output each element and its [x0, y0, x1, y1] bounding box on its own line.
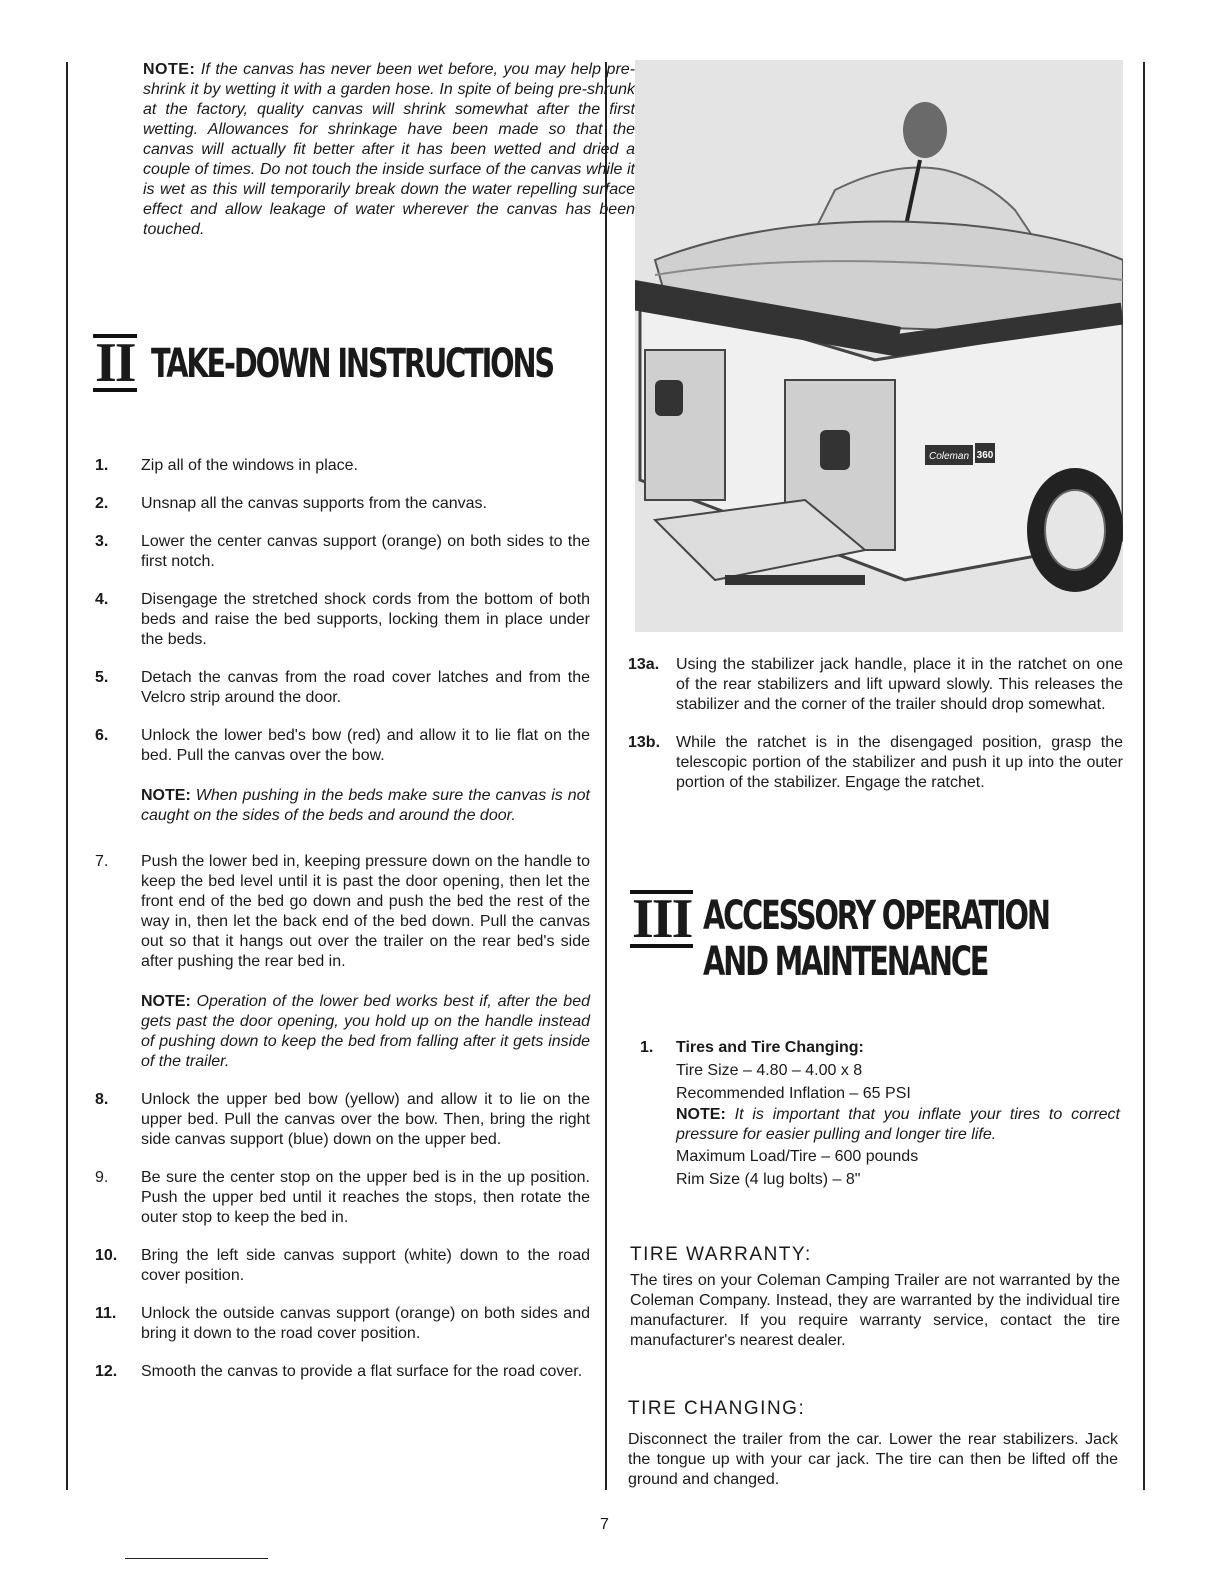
badge-text: Coleman	[928, 451, 970, 462]
left-margin-rule	[66, 62, 68, 1490]
right-margin-rule	[1143, 62, 1145, 1490]
list-item: 11. Unlock the outside canvas support (orange) on both sides and bring it down to the road cover position.	[95, 1305, 590, 1342]
takedown-steps	[95, 456, 590, 1400]
list-item: 2. Unsnap all the canvas supports from the canvas.	[95, 495, 487, 512]
list-item: 8. Unlock the upper bed bow (yellow) and allow it to lie on the upper bed. Pull the canvas over the bow. Then, bring the right side canvas support (blue) down on the upper bed.	[95, 1091, 590, 1148]
trailer-photo	[635, 60, 1123, 632]
list-item: 9. Be sure the center stop on the upper bed is in the up position. Push the upper bed until it reaches the stops, then rotate the outer stop to keep the bed in.	[95, 1169, 590, 1226]
step-note: NOTE: Operation of the lower bed works best if, after the bed gets past the door opening, you hold up on the handle instead of pushing down to keep the bed from falling after it gets inside of the trailer.	[141, 993, 590, 1070]
section-2-title: TAKE-DOWN INSTRUCTIONS	[150, 341, 553, 387]
list-item: 7. Push the lower bed in, keeping pressure down on the handle to keep the bed level until it is past the door opening, then let the front end of the bed go down and push the bed the rest of the way in, then let the back end of the bed down. Pull the canvas out so that it hangs out over the trailer on the rear bed's side after pushing the rear bed in. NOTE: Operation of the lower bed works best if, after the bed gets past the door opening, you hold up on the handle instead of pushing down to keep the bed from falling after it gets inside of the trailer.	[95, 853, 590, 1070]
section-3-numeral: III	[632, 888, 692, 950]
stabilizer-steps	[628, 655, 1123, 811]
top-note	[143, 60, 635, 240]
tire-note: NOTE: It is important that you inflate your tires to correct pressure for easier pulling and longer tire life.	[676, 1106, 1121, 1143]
list-item: 1. Zip all of the windows in place.	[95, 457, 358, 474]
center-rule	[605, 62, 607, 1490]
list-item: 6. Unlock the lower bed's bow (red) and allow it to lie flat on the bed. Pull the canvas over the bow. NOTE: When pushing in the beds make sure the canvas is not caught on the sides of the beds and around the door.	[95, 727, 590, 824]
warranty-text: The tires on your Coleman Camping Trailer are not warranted by the Coleman Company. Instead, they are warranted by the individual tire manufacturer. If you require warranty service, contact the tire manufacturer's nearest dealer.	[630, 1272, 1120, 1349]
section-3-title-line1: ACCESSORY OPERATION	[703, 893, 1050, 939]
tire-rim: Rim Size (4 lug bolts) – 8"	[676, 1171, 861, 1188]
top-note-label: NOTE:	[143, 61, 196, 78]
section-3-heading	[630, 888, 1184, 985]
tire-inflation: Recommended Inflation – 65 PSI	[676, 1085, 911, 1102]
changing-heading: TIRE CHANGING:	[628, 1398, 806, 1419]
section-2-numeral: II	[95, 332, 135, 394]
list-item: 3. Lower the center canvas support (orange) on both sides to the first notch.	[95, 533, 590, 570]
list-item: 13b. While the ratchet is in the disengaged position, grasp the telescopic portion of the stabilizer and push it up into the outer portion of the stabilizer. Engage the ratchet.	[628, 734, 1123, 791]
tires-section: 1. Tires and Tire Changing: Tire Size – 4.80 – 4.00 x 8 Recommended Inflation – 65 PSI NOTE: It is important that you inflate your tires to correct pressure for easier pulling and longer tire life. Maximum Load/Tire – 600 pounds Rim Size (4 lug bolts) – 8"	[640, 1036, 1120, 1191]
step-note: NOTE: When pushing in the beds make sure the canvas is not caught on the sides of the beds and around the door.	[141, 787, 590, 824]
list-item: 10. Bring the left side canvas support (white) down to the road cover position.	[95, 1247, 590, 1284]
list-item: 4. Disengage the stretched shock cords from the bottom of both beds and raise the bed supports, locking them in place under the beds.	[95, 591, 590, 648]
warranty-heading: TIRE WARRANTY:	[630, 1244, 812, 1265]
tires-heading: Tires and Tire Changing:	[676, 1039, 864, 1056]
list-item: 5. Detach the canvas from the road cover latches and from the Velcro strip around the door.	[95, 669, 590, 706]
top-note-text: If the canvas has never been wet before, you may help pre-shrink it by wetting it with a garden hose. In spite of being pre-shrunk at the factory, quality canvas will shrink somewhat after the first wetting. Allowances for shrinkage have been made so that the canvas will actually fit better after it has been wetted and dried a couple of times. Do not touch the inside surface of the canvas while it is wet as this will temporarily break down the water repelling surface effect and allow leakage of water wherever the canvas has been touched.	[143, 61, 635, 238]
list-item: 13a. Using the stabilizer jack handle, place it in the ratchet on one of the rear stabilizers and lift upward slowly. This releases the stabilizer and the corner of the trailer should drop somewhat.	[628, 656, 1123, 713]
tire-load: Maximum Load/Tire – 600 pounds	[676, 1148, 919, 1165]
badge-model: 360	[976, 450, 994, 461]
page-number: 7	[600, 1516, 609, 1533]
section-3-title-line2: AND MAINTENANCE	[703, 939, 988, 985]
changing-text: Disconnect the trailer from the car. Lower the rear stabilizers. Jack the tongue up with your car jack. The tire can then be lifted off the ground and changed.	[628, 1431, 1118, 1488]
section-2-heading	[93, 334, 709, 392]
footer-rule	[125, 1558, 268, 1559]
tire-size: Tire Size – 4.80 – 4.00 x 8	[676, 1062, 863, 1079]
list-item: 12. Smooth the canvas to provide a flat surface for the road cover.	[95, 1363, 583, 1380]
